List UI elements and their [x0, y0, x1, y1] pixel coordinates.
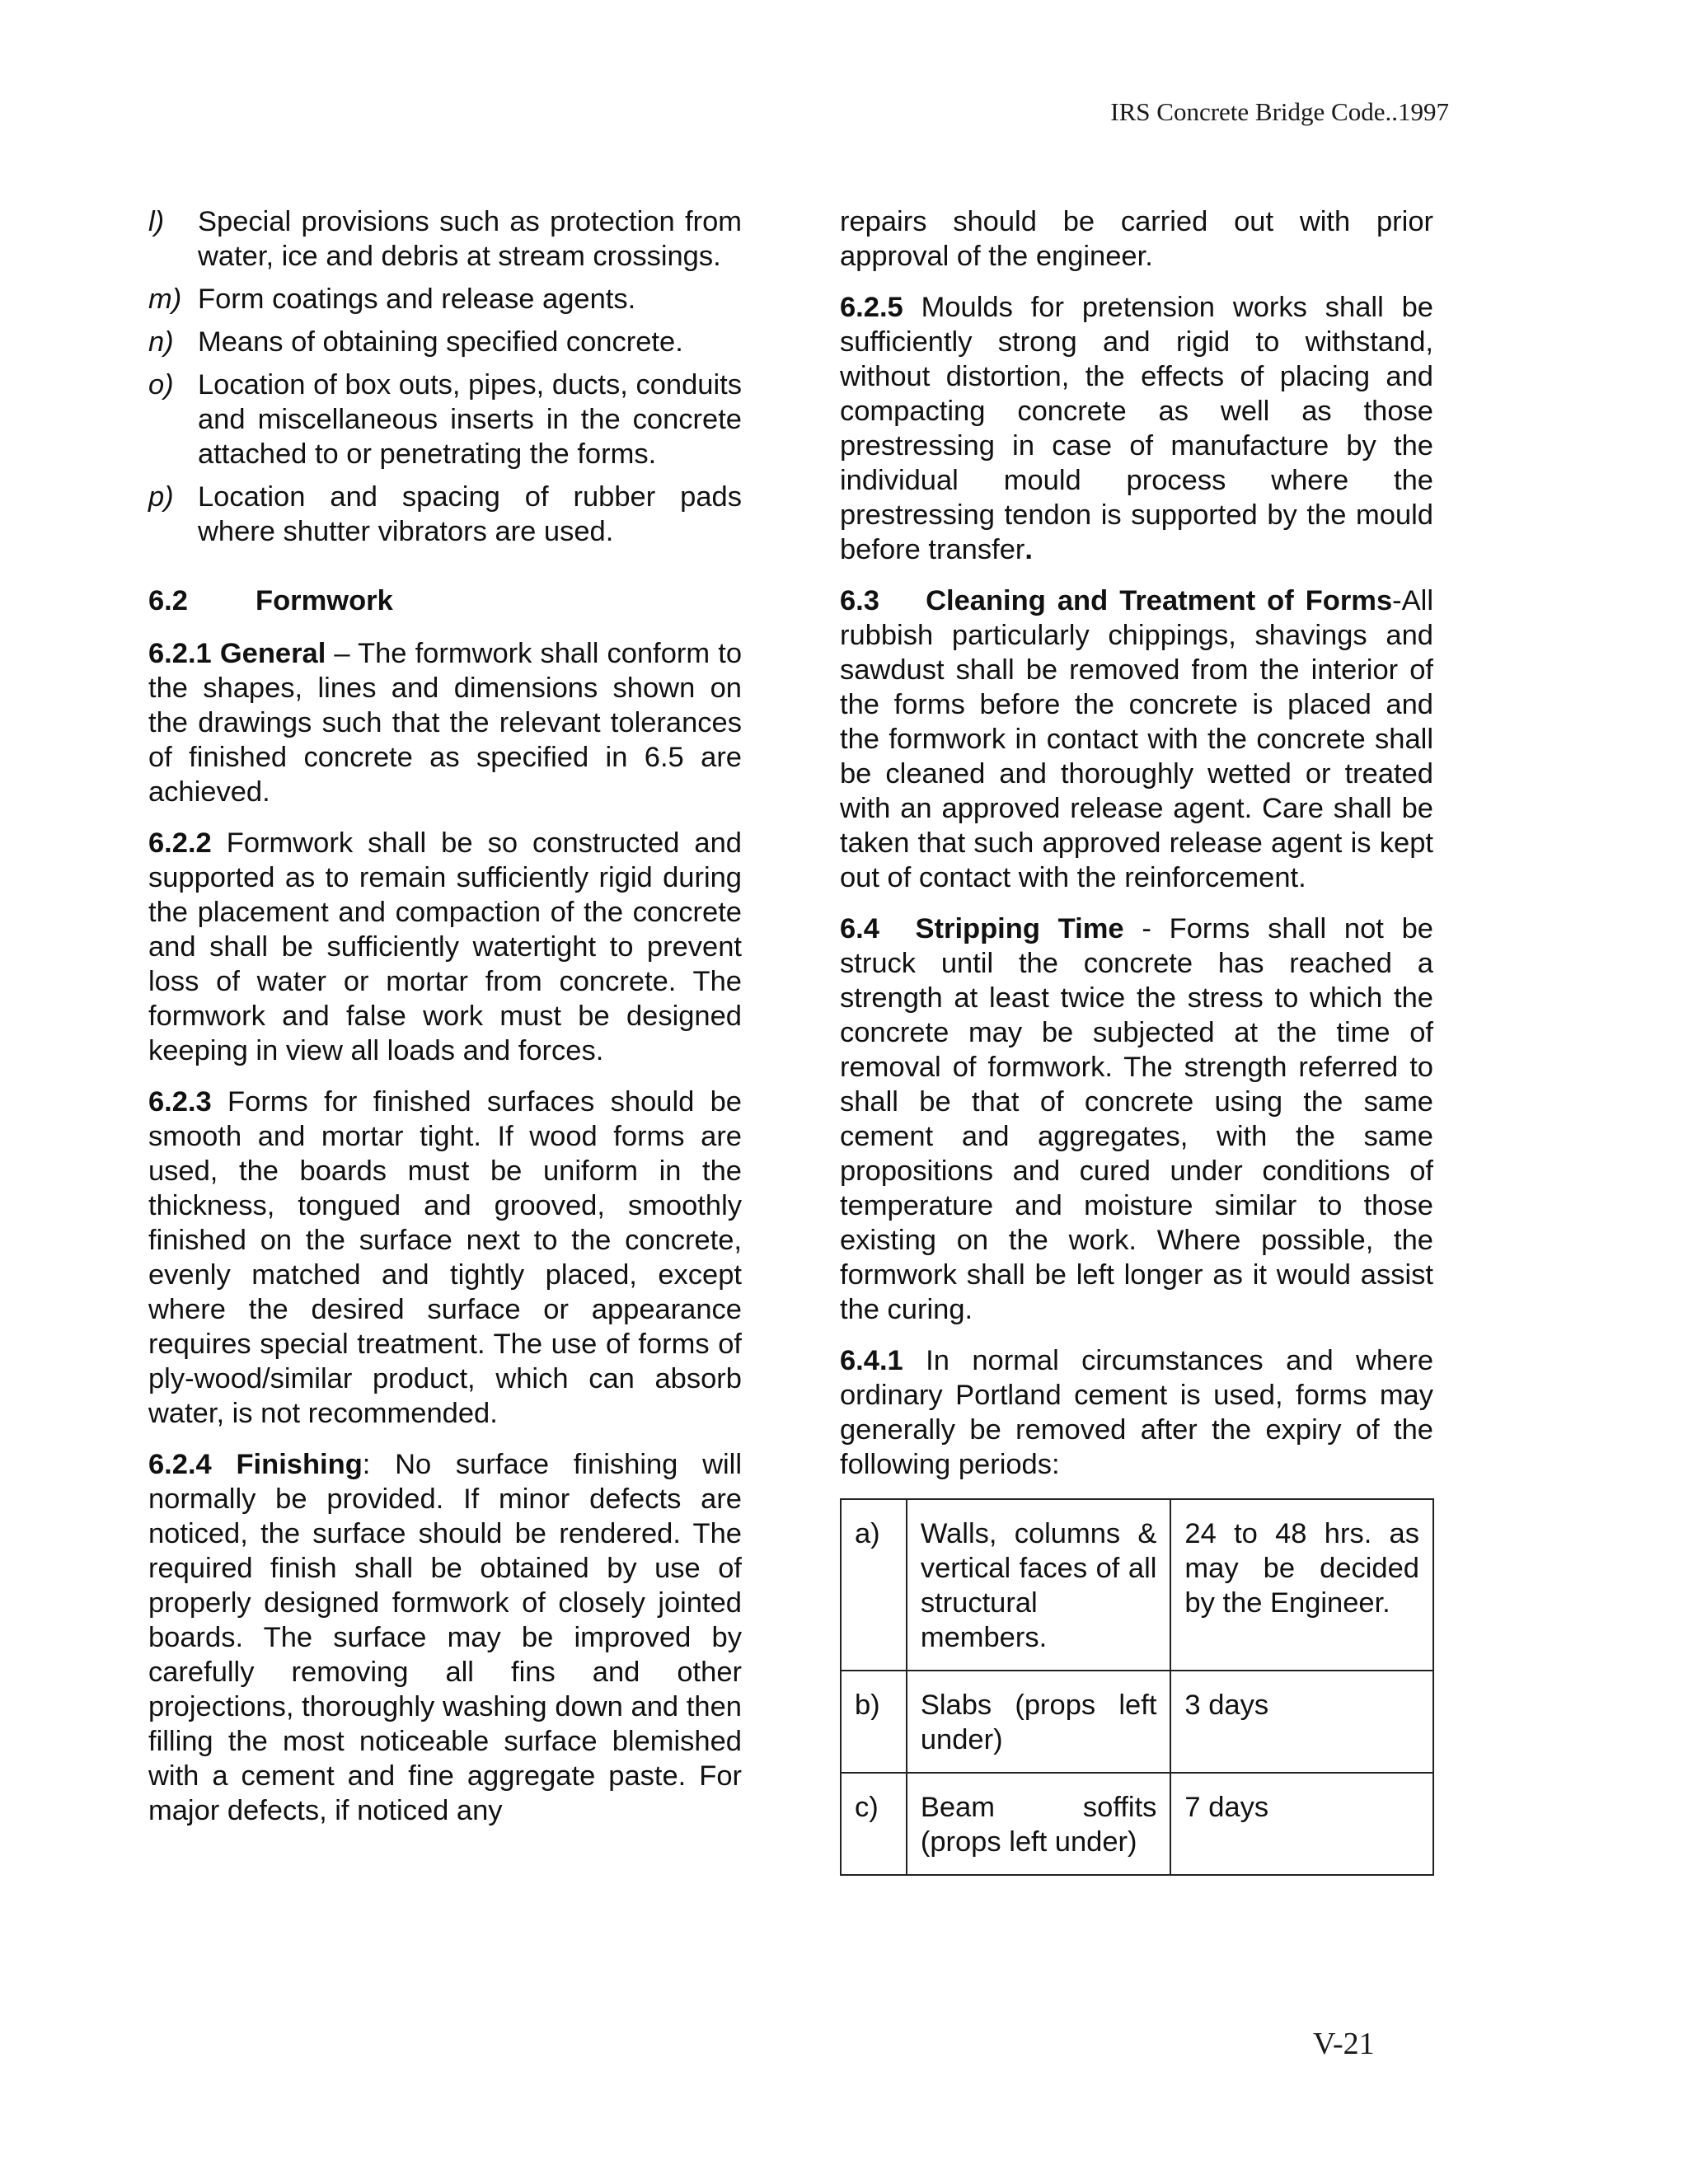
- list-item-label: p): [148, 481, 174, 513]
- stripping-periods-table: [840, 1498, 1434, 1876]
- clause-text: The formwork shall conform to the shapes, lines and dimensions shown on the drawings such that the relevant tolerances of finished concrete as specified in 6.5 are achieved.: [148, 638, 743, 808]
- list-item: [148, 282, 742, 316]
- clause-text: No surface finishing will normally be provided. If minor defects are noticed, the surface should be rendered. The required finish shall be obtained by use of properly designed formwork of closely jointed boards. The surface may be improved by carefully removing all fins and other projections, thoroughly washing down and then filling the most noticeable surface blemished with a cement and fine aggregate paste. For major defects, if noticed any: [148, 1449, 743, 1826]
- clause-number: 6.2.5: [840, 292, 903, 323]
- table-cell-item: c): [841, 1773, 907, 1875]
- continuation-text: repairs should be carried out with prior approval of the engineer.: [840, 206, 1433, 272]
- clause-end: .: [1025, 534, 1033, 565]
- clause-number: 6.3: [840, 585, 879, 616]
- table-row: [841, 1671, 1433, 1773]
- clause-number: 6.4: [840, 913, 879, 944]
- table-cell-item: b): [841, 1671, 907, 1773]
- table-cell-period: 3 days: [1170, 1671, 1433, 1773]
- clause-title: Cleaning and Treatment of Forms: [926, 585, 1393, 616]
- clause-separator: -: [1392, 585, 1402, 616]
- table-cell-member: Slabs (props left under): [907, 1671, 1171, 1773]
- clause-6-4: [840, 912, 1433, 1327]
- running-header: IRS Concrete Bridge Code..1997: [1110, 97, 1449, 126]
- clause-6-2-2: [148, 826, 742, 1068]
- clause-6-2-1: [148, 636, 742, 809]
- list-item-label: m): [148, 284, 182, 315]
- clause-text: All rubbish particularly chippings, shavings and sawdust shall be removed from the interior of the forms before the concrete is placed and the formwork in contact with the concrete shall be cleaned and thoroughly wetted or treated with an approved release agent. Care shall be taken that such approved release agent is kept out of contact with the reinforcement.: [840, 585, 1433, 893]
- clause-title: Stripping Time: [915, 913, 1124, 944]
- clause-text: In normal circumstances and where ordinary Portland cement is used, forms may generally be removed after the expiry of the following periods:: [840, 1345, 1433, 1480]
- list-item-text: Location of box outs, pipes, ducts, conduits and miscellaneous inserts in the concrete attached to or penetrating the forms.: [198, 369, 742, 470]
- list-item-label: n): [148, 326, 174, 358]
- list-item-text: Special provisions such as protection from water, ice and debris at stream crossings.: [198, 206, 742, 272]
- clause-6-4-1: [840, 1343, 1433, 1482]
- table-row: [841, 1499, 1433, 1671]
- clause-text: Moulds for pretension works shall be sufficiently strong and rigid to withstand, without distortion, the effects of placing and compacting concrete as well as those prestressing in case of manufacture by the individual mould process where the prestressing tendon is supported by the mould before transfer: [840, 292, 1433, 565]
- clause-separator: :: [362, 1449, 396, 1480]
- clause-number: 6.2.4: [148, 1449, 212, 1480]
- list-item-text: Form coatings and release agents.: [198, 284, 636, 315]
- table-cell-item: a): [841, 1499, 907, 1671]
- page-number: V-21: [1313, 2027, 1375, 2061]
- clause-6-3: [840, 583, 1433, 895]
- clause-number: 6.4.1: [840, 1345, 903, 1376]
- clause-6-2-5: [840, 290, 1433, 567]
- clause-title: Finishing: [236, 1449, 363, 1480]
- clause-separator: –: [326, 638, 359, 669]
- clause-6-2-4: [148, 1447, 742, 1828]
- table-cell-period: 24 to 48 hrs. as may be decided by the Engineer.: [1170, 1499, 1433, 1671]
- list-item-text: Location and spacing of rubber pads where shutter vibrators are used.: [198, 481, 742, 547]
- list-item: [148, 368, 742, 471]
- clause-number: 6.2.2: [148, 827, 212, 859]
- list-item: [148, 204, 742, 274]
- list-item-label: l): [148, 206, 165, 237]
- table-cell-period: 7 days: [1170, 1773, 1433, 1875]
- section-title: Formwork: [256, 585, 393, 616]
- clause-number: 6.2.3: [148, 1086, 212, 1118]
- section-number: 6.2: [148, 585, 188, 616]
- clause-text: Forms shall not be struck until the concrete has reached a strength at least twice the stress to which the concrete may be subjected at the time of removal of formwork. The strength referred to shall be that of concrete using the same cement and aggregates, with the same propositions and cured under conditions of temperature and moisture similar to those existing on the work. Where possible, the formwork shall be left longer as it would assist the curing.: [840, 913, 1433, 1325]
- list-item-text: Means of obtaining specified concrete.: [198, 326, 683, 358]
- right-column: [840, 204, 1433, 1876]
- clause-separator: -: [1123, 913, 1170, 944]
- table-row: [841, 1773, 1433, 1875]
- left-column: [148, 204, 742, 1844]
- list-item: [148, 480, 742, 549]
- clause-title: General: [219, 638, 326, 669]
- list-item-label: o): [148, 369, 174, 401]
- section-heading-6-2: [148, 583, 742, 618]
- clause-text: Formwork shall be so constructed and supported as to remain sufficiently rigid during the placement and compaction of the concrete and shall be sufficiently watertight to prevent loss of water or mortar from concrete. The formwork and false work must be designed keeping in view all loads and forces.: [148, 827, 742, 1066]
- table-cell-member: Walls, columns & vertical faces of all structural members.: [907, 1499, 1171, 1671]
- list-item: [148, 325, 742, 359]
- clause-text: Forms for finished surfaces should be smooth and mortar tight. If wood forms are used, the boards must be uniform in the thickness, tongued and grooved, smoothly finished on the surface next to the concrete, evenly matched and tightly placed, except where the desired surface or appearance requires special treatment. The use of forms of ply-wood/similar product, which can absorb water, is not recommended.: [148, 1086, 742, 1429]
- clause-number: 6.2.1: [148, 638, 212, 669]
- clause-6-2-3: [148, 1085, 742, 1431]
- table-cell-member: Beam soffits (props left under): [907, 1773, 1171, 1875]
